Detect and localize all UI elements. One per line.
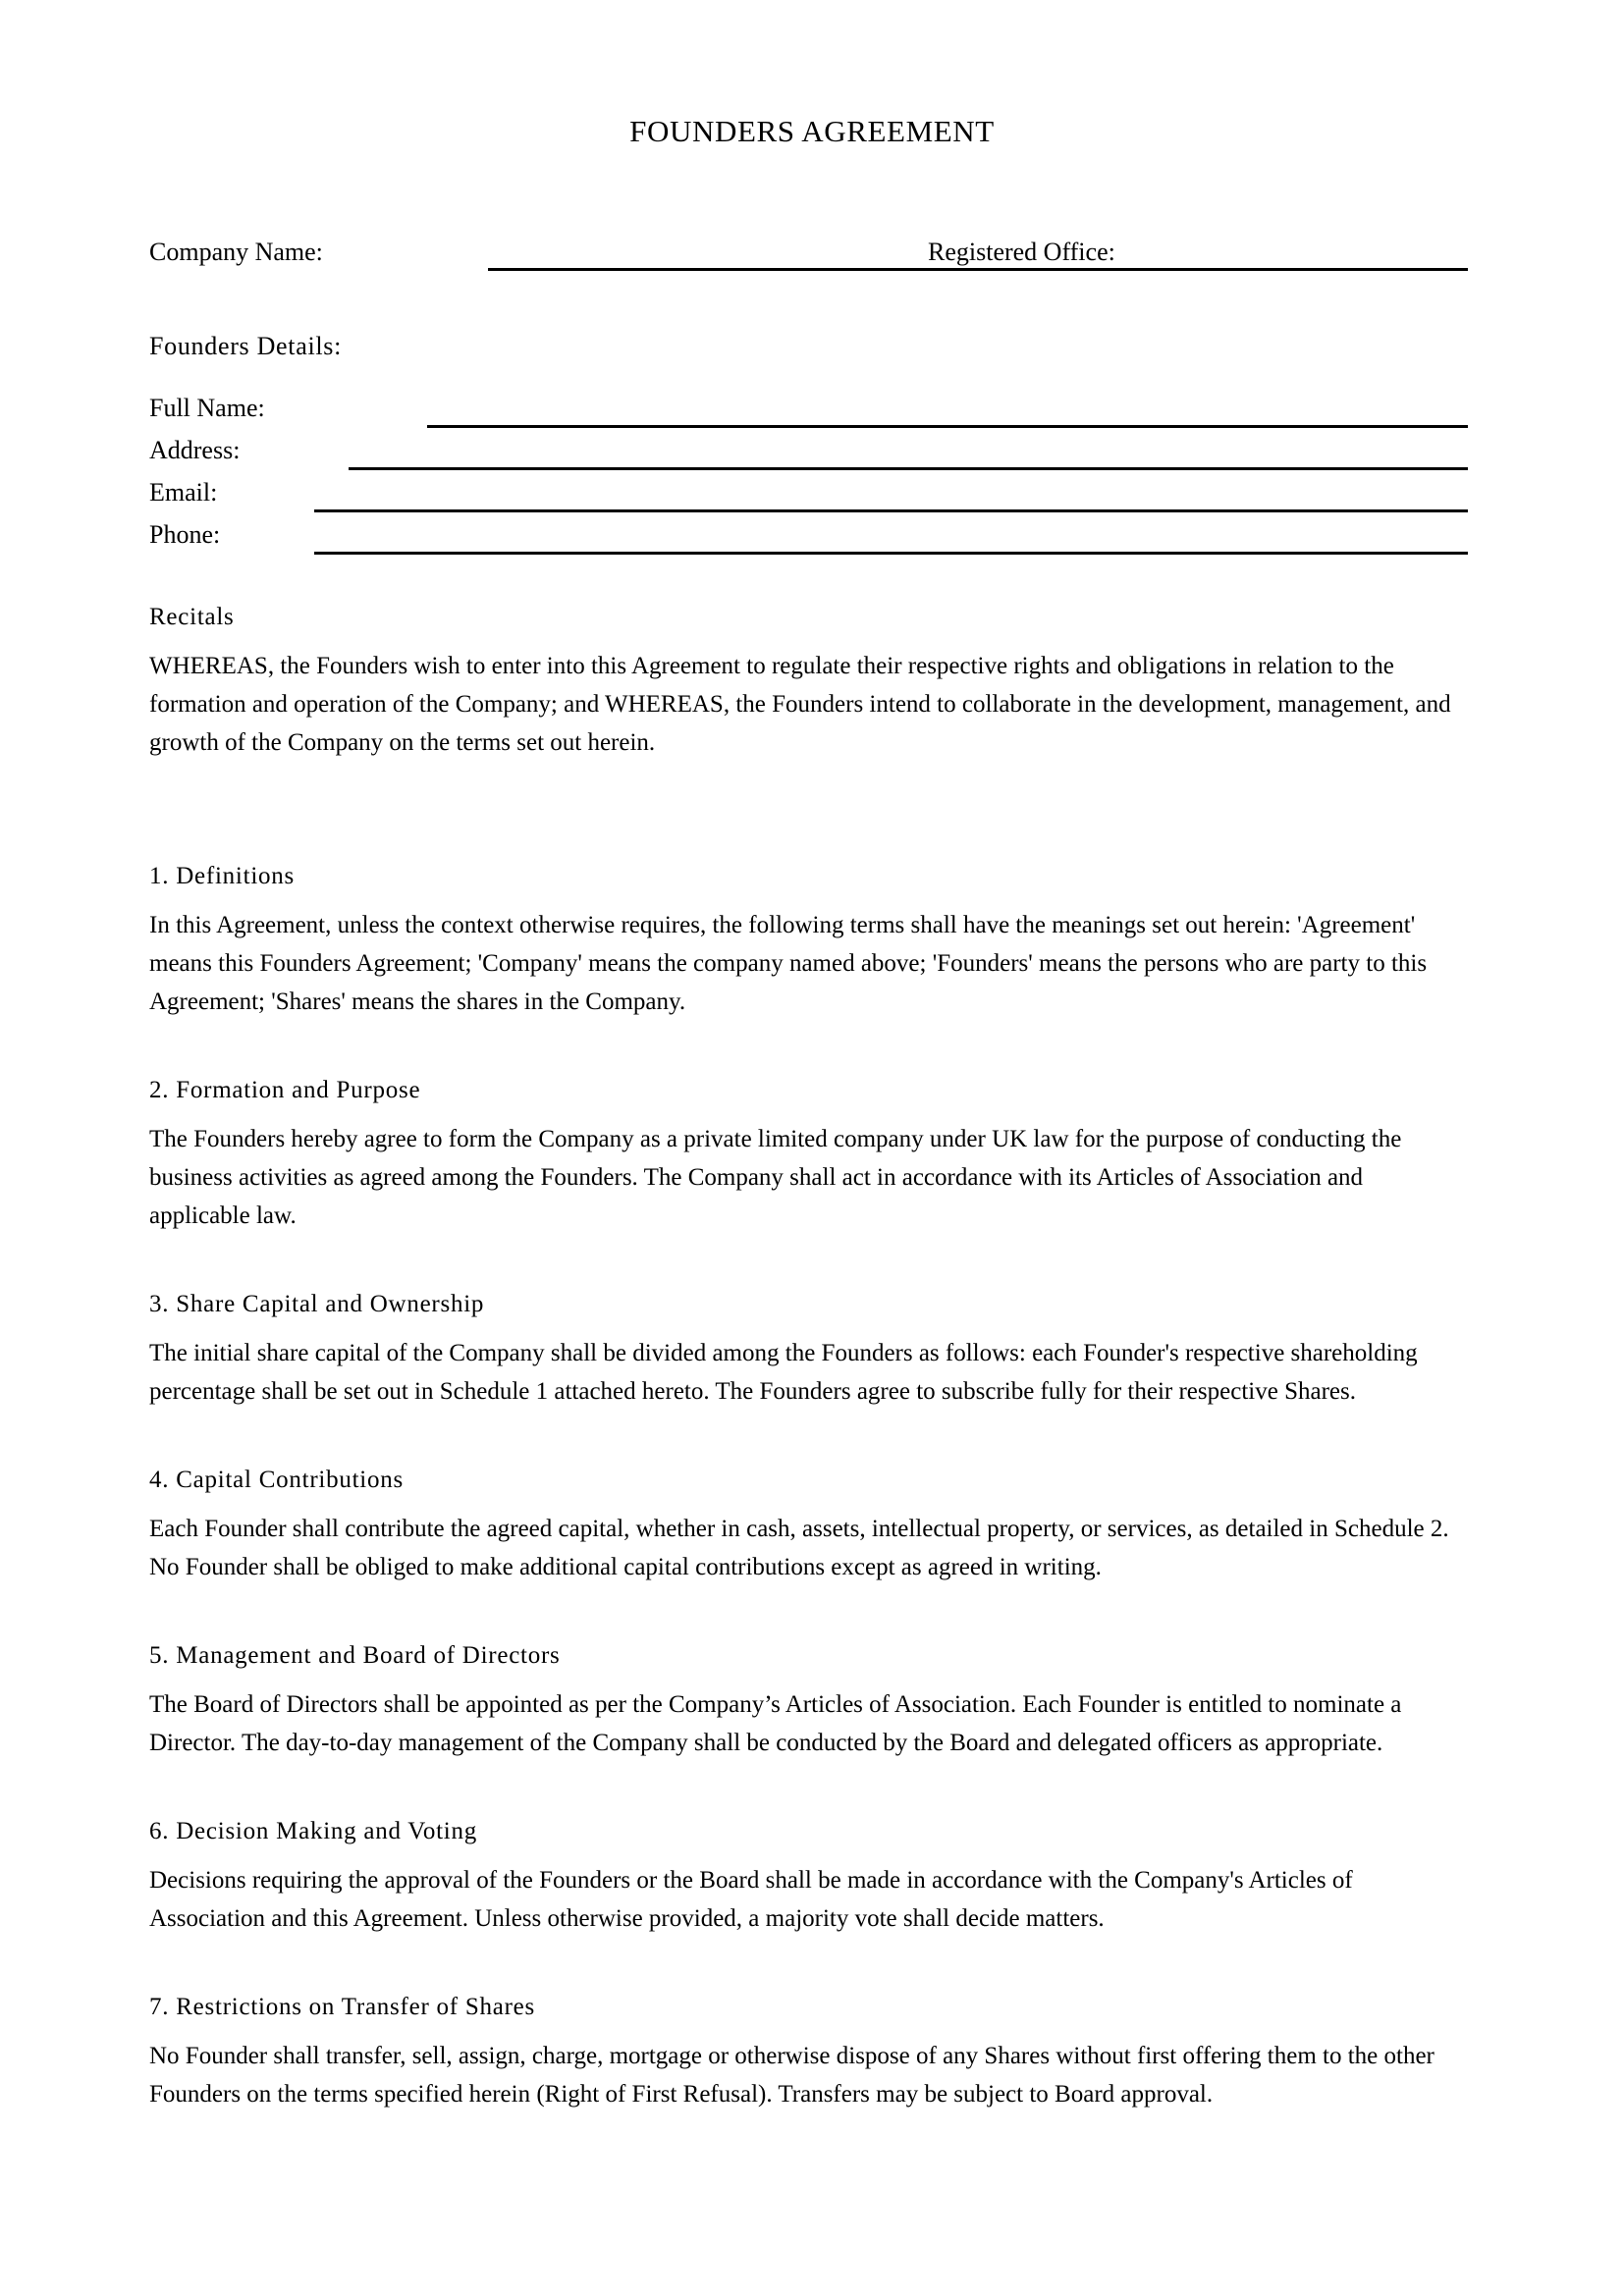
field-row-email bbox=[149, 477, 1468, 519]
section-heading: 6. Decision Making and Voting bbox=[149, 1818, 478, 1844]
section-heading: 1. Definitions bbox=[149, 863, 295, 889]
section-restrictions-on-transfer-of-shares bbox=[149, 1991, 1470, 2113]
page-title: FOUNDERS AGREEMENT bbox=[629, 114, 995, 148]
section-heading: 4. Capital Contributions bbox=[149, 1467, 404, 1493]
section-definitions bbox=[149, 860, 1470, 1021]
company-header-fields bbox=[149, 236, 1468, 275]
address-fill-line[interactable] bbox=[349, 467, 1468, 470]
section-paragraph: The Board of Directors shall be appointed as per the Company’s Articles of Association. Each Founder is entitled to nominate a Director. The day-to-day management of the Company shall be conducted by the Board and delegated officers as appropriate. bbox=[149, 1691, 1402, 1756]
address-label: Address: bbox=[149, 436, 241, 464]
section-heading: 7. Restrictions on Transfer of Shares bbox=[149, 1994, 535, 2020]
field-row-address bbox=[149, 435, 1468, 477]
email-fill-line[interactable] bbox=[314, 509, 1468, 512]
section-capital-contributions bbox=[149, 1464, 1470, 1586]
section-heading: 2. Formation and Purpose bbox=[149, 1077, 421, 1103]
document-body bbox=[149, 601, 1470, 2113]
recitals-heading: Recitals bbox=[149, 604, 235, 630]
section-paragraph: Each Founder shall contribute the agreed capital, whether in cash, assets, intellectual property, or services, as detailed in Schedule 2. No Founder shall be obliged to make additional capital contributions except as agreed in writing. bbox=[149, 1516, 1449, 1580]
field-row-full-name bbox=[149, 393, 1468, 435]
section-paragraph: Decisions requiring the approval of the Founders or the Board shall be made in accordance with the Company's Articles of Association and this Agreement. Unless otherwise provided, a majority vote shall decide matters. bbox=[149, 1867, 1353, 1932]
phone-label: Phone: bbox=[149, 520, 221, 549]
section-heading: 3. Share Capital and Ownership bbox=[149, 1291, 485, 1317]
company-name-label: Company Name: bbox=[149, 238, 323, 266]
field-row-phone bbox=[149, 519, 1468, 561]
company-header-fill-line[interactable] bbox=[488, 268, 1468, 271]
section-share-capital-and-ownership bbox=[149, 1288, 1470, 1411]
founders-details-section bbox=[149, 330, 1468, 561]
registered-office-label: Registered Office: bbox=[928, 238, 1115, 266]
section-decision-making-and-voting bbox=[149, 1815, 1470, 1938]
section-paragraph: The initial share capital of the Company shall be divided among the Founders as follows: each Founder's respective shareholding percentage shall be set out in Schedule 1 attached hereto. The Founders agree to subscribe fully for their respective Shares. bbox=[149, 1340, 1418, 1405]
full-name-label: Full Name: bbox=[149, 394, 265, 422]
section-paragraph: No Founder shall transfer, sell, assign, charge, mortgage or otherwise dispose of any Shares without first offering them to the other Founders on the terms specified herein (Right of First Refusal). Transfers may be subject to Board approval. bbox=[149, 2043, 1435, 2108]
phone-fill-line[interactable] bbox=[314, 552, 1468, 555]
section-paragraph: In this Agreement, unless the context otherwise requires, the following terms shall have the meanings set out herein: 'Agreement' means this Founders Agreement; 'Company' means the company named above; 'Founders' means the persons who are party to this Agreement; 'Shares' means the shares in the Company. bbox=[149, 912, 1428, 1015]
section-paragraph: The Founders hereby agree to form the Company as a private limited company under UK law for the purpose of conducting the business activities as agreed among the Founders. The Company shall act in accordance with its Articles of Association and applicable law. bbox=[149, 1126, 1402, 1229]
section-formation-and-purpose bbox=[149, 1074, 1470, 1235]
founders-details-heading: Founders Details: bbox=[149, 332, 343, 360]
section-management-and-board-of-directors bbox=[149, 1639, 1470, 1762]
section-heading: 5. Management and Board of Directors bbox=[149, 1642, 561, 1669]
full-name-fill-line[interactable] bbox=[427, 425, 1468, 428]
recitals-section bbox=[149, 601, 1470, 762]
recitals-paragraph: WHEREAS, the Founders wish to enter into this Agreement to regulate their respective rights and obligations in relation to the formation and operation of the Company; and WHEREAS, the Founders intend to collaborate in the development, management, and growth of the Company on the terms set out herein. bbox=[149, 653, 1451, 756]
email-label: Email: bbox=[149, 478, 218, 507]
